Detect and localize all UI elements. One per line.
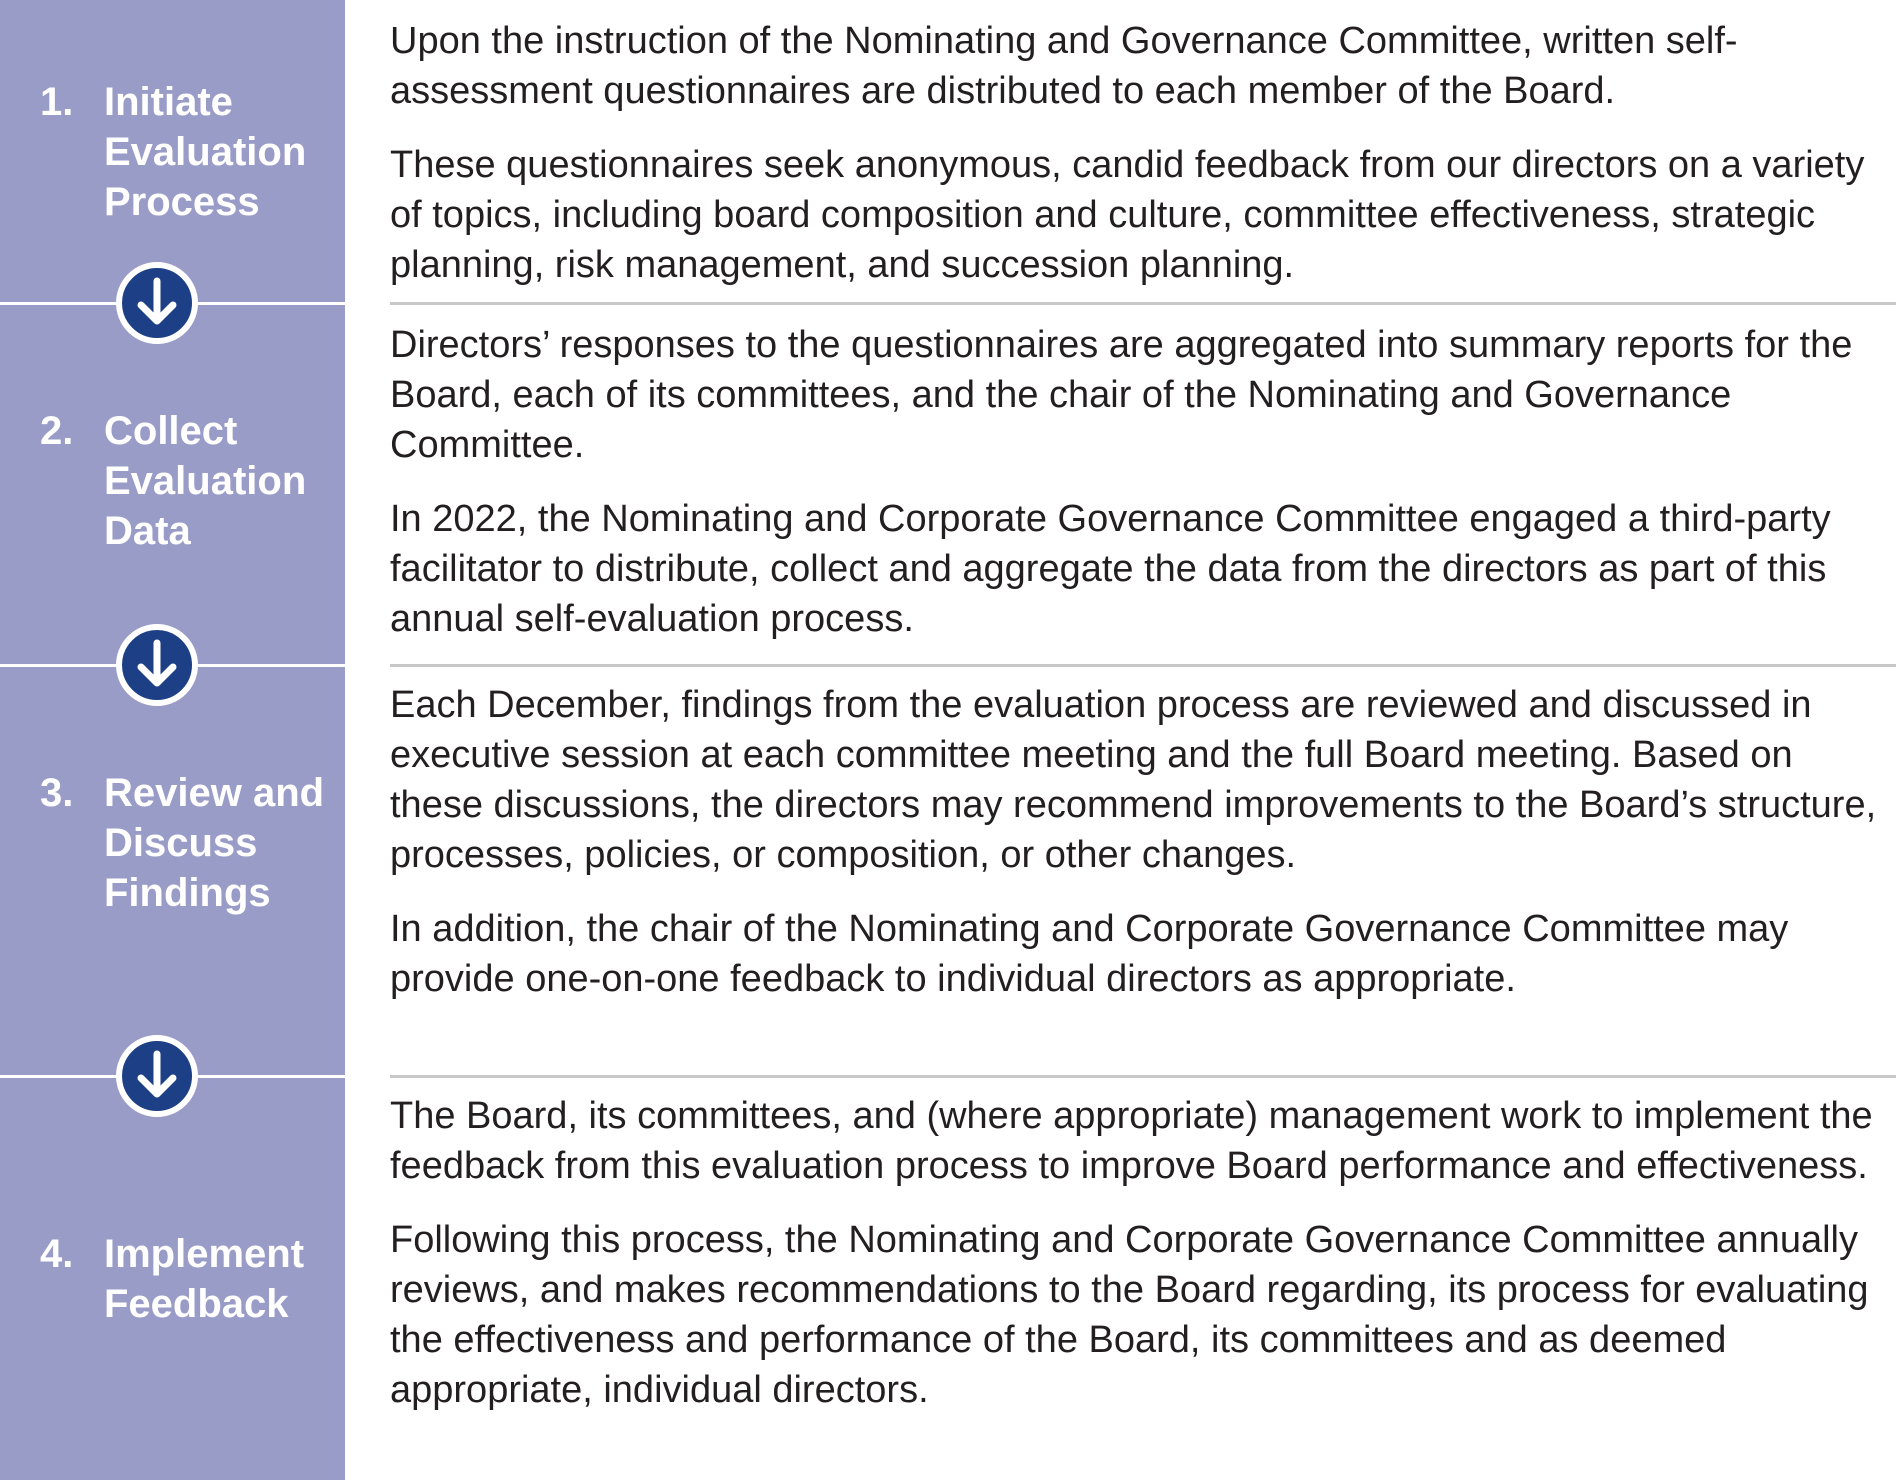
step-number: 4.	[40, 1232, 74, 1276]
arrow-down-circle-icon	[115, 261, 199, 345]
step-title: Initiate Evaluation Process	[104, 80, 307, 224]
step-1-description	[390, 16, 1880, 314]
section-divider	[390, 664, 1896, 667]
section-divider	[390, 1075, 1896, 1078]
paragraph: Following this process, the Nominating and Corporate Governance Committee annually reviews, and makes recommendations to the Board regarding, its process for evaluating the effectiveness and performance of the Board, its committees and as deemed appropriate, individual directors.	[390, 1219, 1869, 1411]
step-title: Implement Feedback	[104, 1232, 305, 1326]
arrow-down-circle-icon	[115, 623, 199, 707]
paragraph: The Board, its committees, and (where appropriate) management work to implement the feedback from this evaluation process to improve Board performance and effectiveness.	[390, 1095, 1873, 1187]
section-divider	[390, 302, 1896, 305]
step-3-description	[390, 680, 1880, 1028]
step-number: 3.	[40, 771, 74, 815]
step-4-description	[390, 1091, 1880, 1439]
paragraph: Upon the instruction of the Nominating and Governance Committee, written self-assessment questionnaires are distributed to each member of the Board.	[390, 20, 1738, 112]
step-title: Collect Evaluation Data	[104, 409, 307, 553]
step-number: 1.	[40, 80, 74, 124]
paragraph: In 2022, the Nominating and Corporate Governance Committee engaged a third-party facilitator to distribute, collect and aggregate the data from the directors as part of this annual self-evaluation process.	[390, 498, 1831, 640]
step-number: 2.	[40, 409, 74, 453]
paragraph: In addition, the chair of the Nominating and Corporate Governance Committee may provide one-on-one feedback to individual directors as appropriate.	[390, 908, 1789, 1000]
arrow-down-circle-icon	[115, 1034, 199, 1118]
paragraph: These questionnaires seek anonymous, candid feedback from our directors on a variety of topics, including board composition and culture, committee effectiveness, strategic planning, risk management, and succession planning.	[390, 144, 1865, 286]
paragraph: Directors’ responses to the questionnaires are aggregated into summary reports for the Board, each of its committees, and the chair of the Nominating and Governance Committee.	[390, 324, 1853, 466]
step-2-description	[390, 320, 1880, 668]
step-title: Review and Discuss Findings	[104, 771, 325, 915]
paragraph: Each December, findings from the evaluation process are reviewed and discussed in executive session at each committee meeting and the full Board meeting. Based on these discussions, the directors may recommend improvements to the Board’s structure, processes, policies, or composition, or other changes.	[390, 684, 1877, 876]
